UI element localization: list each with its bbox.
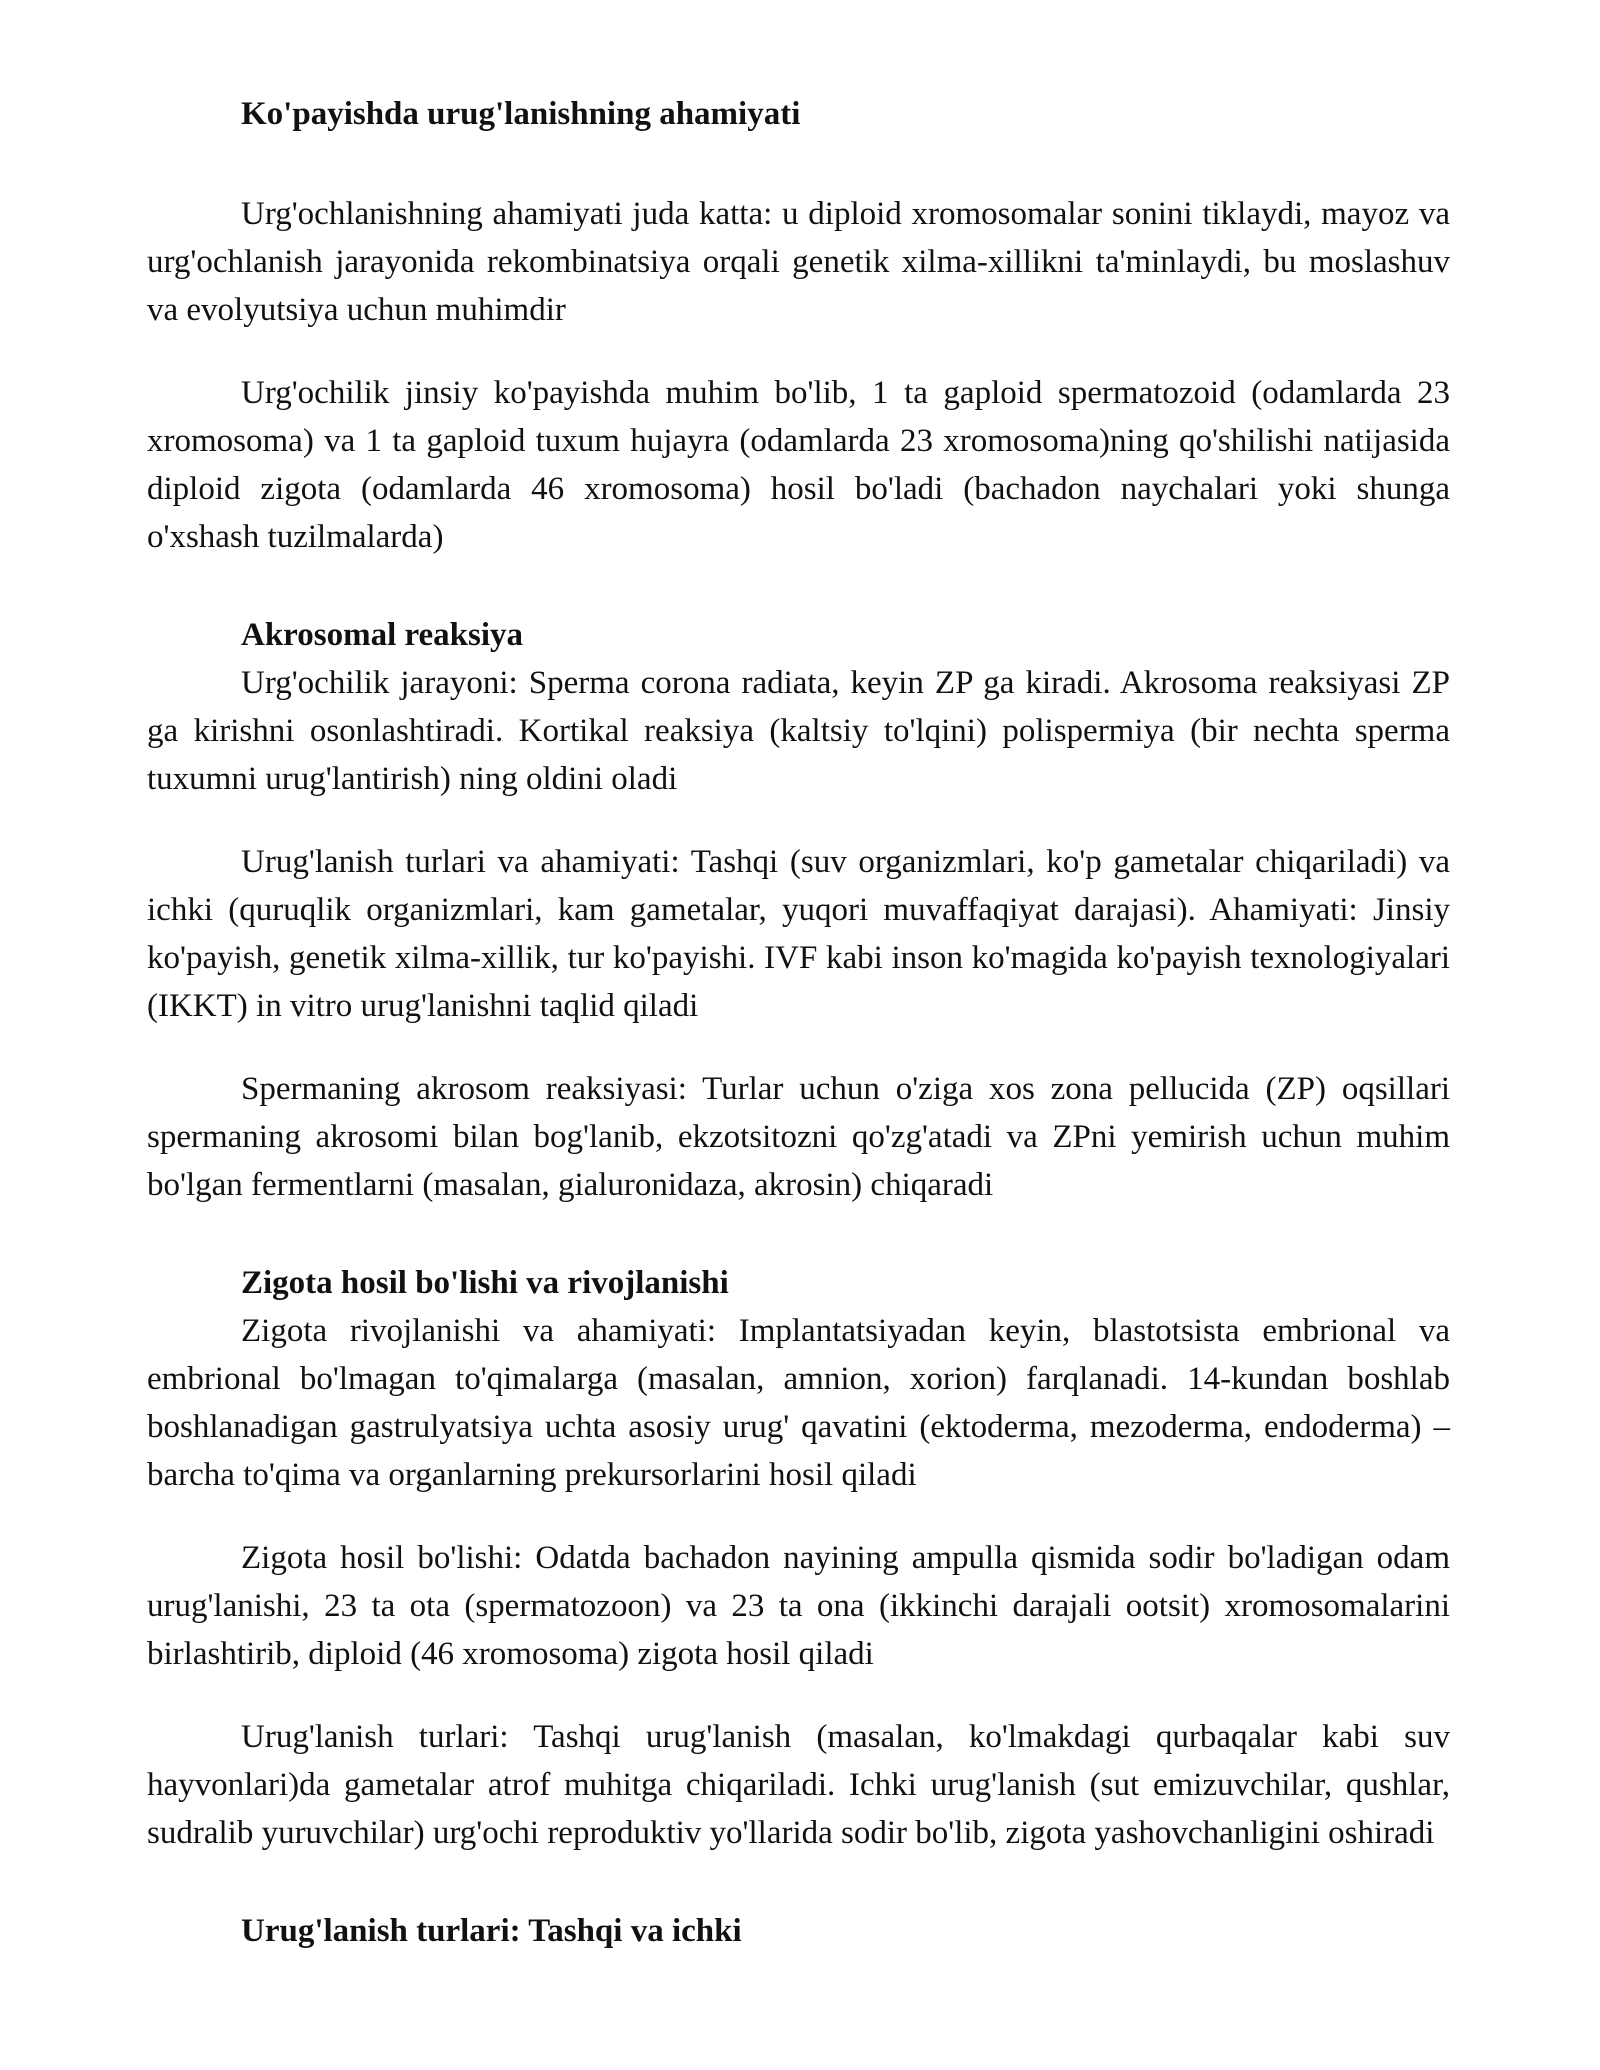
paragraph: Urg'ochlanishning ahamiyati juda katta: u diploid xromosomalar sonini tiklaydi, mayoz va urg'ochlanish jarayonida rekombinatsiya orqali genetik xilma-xillikni ta'minlaydi, bu moslashuv va evolyutsiya uchun muhimdir [147, 196, 1450, 328]
paragraph: Zigota hosil bo'lishi: Odatda bachadon nayining ampulla qismida sodir bo'ladigan odam urug'lanishi, 23 ta ota (spermatozoon) va 23 ta ona (ikkinchi darajali ootsit) xromosomalarini birlashtirib, diploid (46 xromosoma) zigota hosil qiladi [147, 1540, 1450, 1672]
paragraph: Urg'ochilik jarayoni: Sperma corona radiata, keyin ZP ga kiradi. Akrosoma reaksiyasi ZP ga kirishni osonlashtiradi. Kortikal reaksiya (kaltsiy to'lqini) polispermiya (bir nechta sperma tuxumni urug'lantirish) ning oldini oladi [147, 665, 1450, 797]
paragraph: Spermaning akrosom reaksiyasi: Turlar uchun o'ziga xos zona pellucida (ZP) oqsillari spermaning akrosomi bilan bog'lanib, ekzotsitozni qo'zg'atadi va ZPni yemirish uchun muhim bo'lgan fermentlarni (masalan, gialuronidaza, akrosin) chiqaradi [147, 1071, 1450, 1203]
paragraph: Urug'lanish turlari: Tashqi urug'lanish (masalan, ko'lmakdagi qurbaqalar kabi suv hayvonlari)da gametalar atrof muhitga chiqariladi. Ichki urug'lanish (sut emizuvchilar, qushlar, sudralib yuruvchilar) urg'ochi reproduktiv yo'llarida sodir bo'lib, zigota yashovchanligini oshiradi [147, 1719, 1450, 1851]
paragraph: Urug'lanish turlari va ahamiyati: Tashqi (suv organizmlari, ko'p gametalar chiqariladi) va ichki (quruqlik organizmlari, kam gametalar, yuqori muvaffaqiyat darajasi). Ahamiyati: Jinsiy ko'payish, genetik xilma-xillik, tur ko'payishi. IVF kabi inson ko'magida ko'payish texnologiyalari (IKKT) in vitro urug'lanishni taqlid qiladi [147, 844, 1450, 1024]
paragraph: Urg'ochilik jinsiy ko'payishda muhim bo'lib, 1 ta gaploid spermatozoid (odamlarda 23 xromosoma) va 1 ta gaploid tuxum hujayra (odamlarda 23 xromosoma)ning qo'shilishi natijasida diploid zigota (odamlarda 46 xromosoma) hosil bo'ladi (bachadon naychalari yoki shunga o'xshash tuzilmalarda) [147, 375, 1450, 555]
section-heading: Urug'lanish turlari: Tashqi va ichki [241, 1913, 742, 1949]
section-heading: Ko'payishda urug'lanishning ahamiyati [241, 96, 801, 132]
section-heading: Akrosomal reaksiya [241, 617, 524, 653]
paragraph: Zigota rivojlanishi va ahamiyati: Implantatsiyadan keyin, blastotsista embrional va embrional bo'lmagan to'qimalarga (masalan, amnion, xorion) farqlanadi. 14-kundan boshlab boshlanadigan gastrulyatsiya uchta asosiy urug' qavatini (ektoderma, mezoderma, endoderma) – barcha to'qima va organlarning prekursorlarini hosil qiladi [147, 1313, 1450, 1493]
section-heading: Zigota hosil bo'lishi va rivojlanishi [241, 1265, 729, 1301]
document-page [147, 90, 1450, 1955]
